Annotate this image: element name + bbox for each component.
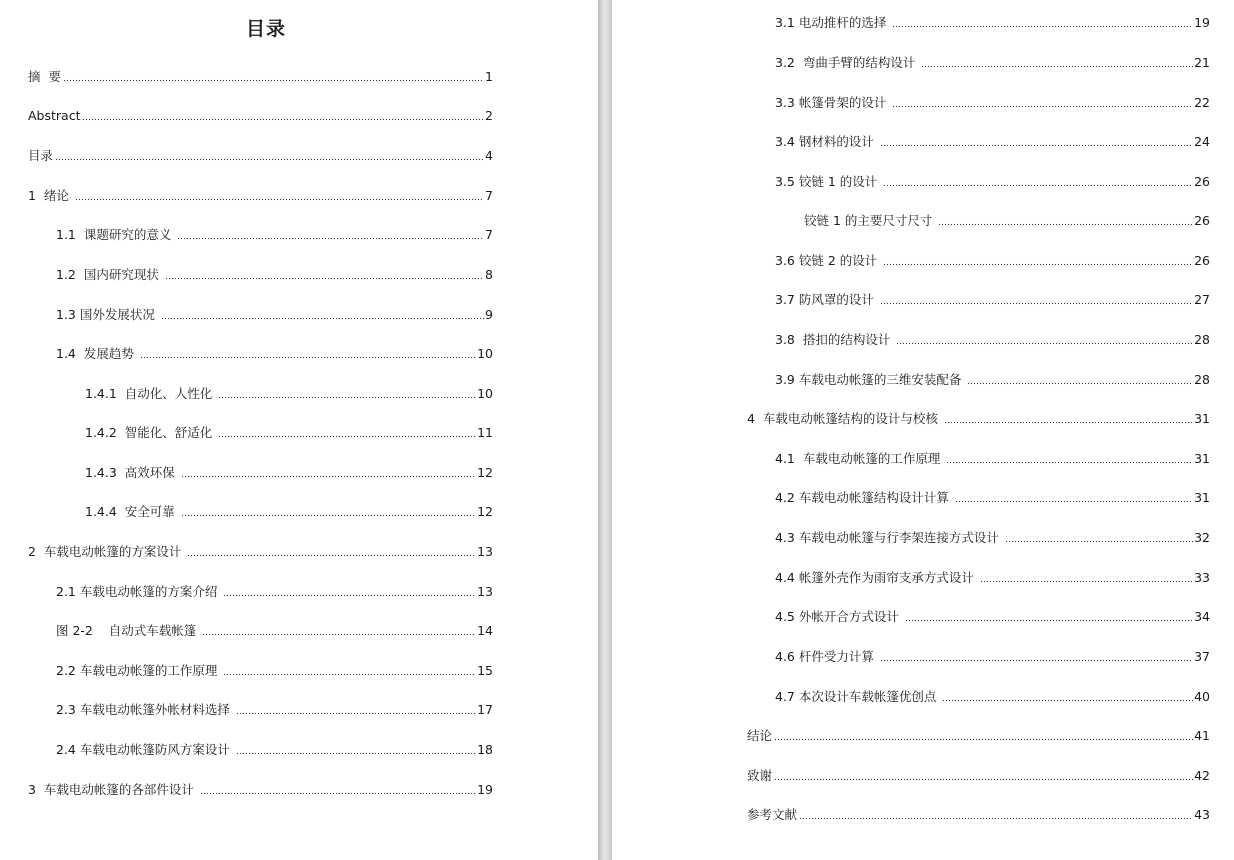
toc-entry-text: 目录 (28, 148, 54, 163)
toc-entry-text: 结论 (747, 728, 773, 743)
dot-leader (140, 356, 476, 359)
toc-entry[interactable] (775, 530, 1210, 546)
dot-leader (223, 594, 476, 597)
dot-leader (892, 105, 1193, 108)
toc-entry-page: 31 (1194, 490, 1210, 505)
toc-entry-text: 3.4 钢材料的设计 (775, 134, 878, 149)
toc-entry-page: 12 (477, 504, 493, 519)
toc-entry-text: 1.4.1 自动化、人性化 (85, 386, 217, 401)
toc-entry[interactable] (775, 292, 1210, 308)
toc-entry[interactable] (56, 307, 493, 323)
dot-leader (1005, 540, 1193, 543)
dot-leader (774, 778, 1193, 781)
toc-entry[interactable] (747, 807, 1210, 823)
toc-entry[interactable] (775, 253, 1210, 269)
toc-entry-page: 34 (1194, 609, 1210, 624)
dot-leader (63, 79, 484, 82)
toc-entry-page: 26 (1194, 253, 1210, 268)
toc-entry[interactable] (747, 411, 1210, 427)
toc-entry-text: 2 车载电动帐篷的方案设计 (28, 544, 186, 559)
toc-entry[interactable] (775, 372, 1210, 388)
toc-entry[interactable] (56, 227, 493, 243)
dot-leader (774, 738, 1193, 741)
dot-leader (187, 554, 476, 557)
dot-leader (200, 792, 476, 795)
toc-entry-page: 41 (1194, 728, 1210, 743)
toc-entry-text: 参考文献 (747, 807, 798, 822)
dot-leader (880, 144, 1193, 147)
toc-page-right (612, 0, 1234, 860)
toc-entry-page: 1 (485, 69, 493, 84)
toc-entry[interactable] (775, 649, 1210, 665)
toc-entry[interactable] (56, 663, 493, 679)
toc-list-right (612, 0, 1234, 860)
toc-entry-text: 1.4.4 安全可靠 (85, 504, 179, 519)
dot-leader (896, 342, 1193, 345)
toc-entry-page: 40 (1194, 689, 1210, 704)
toc-entry-text: 3.6 铰链 2 的设计 (775, 253, 882, 268)
dot-leader (892, 25, 1193, 28)
toc-entry-page: 2 (485, 108, 493, 123)
toc-entry[interactable] (85, 465, 493, 481)
toc-entry[interactable] (56, 267, 493, 283)
toc-entry[interactable] (747, 728, 1210, 744)
toc-entry-text: 3 车载电动帐篷的各部件设计 (28, 782, 198, 797)
toc-entry-text: 2.1 车载电动帐篷的方案介绍 (56, 584, 222, 599)
toc-title: 目录 (245, 18, 286, 40)
toc-entry[interactable] (28, 108, 493, 124)
toc-entry[interactable] (28, 544, 493, 560)
toc-entry[interactable] (56, 623, 493, 639)
toc-entry-text: 2.3 车载电动帐篷外帐材料选择 (56, 702, 234, 717)
toc-entry-page: 28 (1194, 332, 1210, 347)
dot-leader (905, 619, 1193, 622)
toc-entry[interactable] (775, 95, 1210, 111)
toc-entry-text: 4 车载电动帐篷结构的设计与校核 (747, 411, 942, 426)
toc-entry-text: 1.4.3 高效环保 (85, 465, 179, 480)
toc-entry[interactable] (56, 702, 493, 718)
toc-entry-page: 21 (1194, 55, 1210, 70)
toc-entry-text: 3.5 铰链 1 的设计 (775, 174, 882, 189)
page-divider (598, 0, 612, 860)
toc-entry[interactable] (28, 69, 493, 85)
toc-entry-page: 13 (477, 584, 493, 599)
toc-entry-page: 11 (477, 425, 493, 440)
toc-list-left (0, 0, 598, 860)
dot-leader (955, 500, 1193, 503)
toc-entry[interactable] (775, 570, 1210, 586)
toc-entry-text: 4.4 帐篷外壳作为雨帘支承方式设计 (775, 570, 978, 585)
toc-entry-page: 27 (1194, 292, 1210, 307)
toc-entry-text: 铰链 1 的主要尺寸尺寸 (804, 213, 937, 228)
dot-leader (946, 461, 1193, 464)
dot-leader (883, 184, 1193, 187)
toc-entry-page: 4 (485, 148, 493, 163)
toc-entry-page: 37 (1194, 649, 1210, 664)
toc-page-left (0, 0, 598, 860)
dot-leader (799, 817, 1193, 820)
toc-entry-page: 13 (477, 544, 493, 559)
dot-leader (223, 673, 476, 676)
toc-entry-text: 4.1 车载电动帐篷的工作原理 (775, 451, 945, 466)
toc-entry-text: 3.9 车载电动帐篷的三维安装配备 (775, 372, 966, 387)
toc-entry-text: 图 2-2 自动式车载帐篷 (56, 623, 201, 638)
toc-entry-text: 1 绪论 (28, 188, 73, 203)
toc-entry[interactable] (804, 213, 1210, 229)
dot-leader (218, 435, 476, 438)
dot-leader (161, 317, 484, 320)
toc-entry[interactable] (775, 451, 1210, 467)
toc-entry-page: 24 (1194, 134, 1210, 149)
dot-leader (181, 514, 476, 517)
dot-leader (75, 198, 484, 201)
toc-entry[interactable] (28, 148, 493, 164)
dot-leader (944, 421, 1193, 424)
toc-entry[interactable] (775, 332, 1210, 348)
dot-leader (202, 633, 476, 636)
dot-leader (880, 659, 1193, 662)
dot-leader (82, 118, 484, 121)
toc-entry-page: 28 (1194, 372, 1210, 387)
toc-entry[interactable] (56, 346, 493, 362)
dot-leader (236, 752, 476, 755)
toc-entry[interactable] (28, 188, 493, 204)
toc-entry-page: 10 (477, 346, 493, 361)
toc-entry-page: 10 (477, 386, 493, 401)
toc-entry-text: 1.3 国外发展状况 (56, 307, 159, 322)
toc-entry-text: 4.6 杆件受力计算 (775, 649, 878, 664)
toc-entry[interactable] (56, 742, 493, 758)
toc-entry-text: 2.4 车载电动帐篷防风方案设计 (56, 742, 234, 757)
toc-entry-page: 42 (1194, 768, 1210, 783)
toc-entry-page: 31 (1194, 451, 1210, 466)
toc-entry-text: 致谢 (747, 768, 773, 783)
toc-entry[interactable] (775, 174, 1210, 190)
toc-entry[interactable] (775, 609, 1210, 625)
toc-entry[interactable] (747, 768, 1210, 784)
dot-leader (218, 396, 476, 399)
toc-entry-text: 3.1 电动推杆的选择 (775, 15, 891, 30)
toc-entry-page: 7 (485, 188, 493, 203)
toc-entry-text: 3.3 帐篷骨架的设计 (775, 95, 891, 110)
toc-entry-text: 2.2 车载电动帐篷的工作原理 (56, 663, 222, 678)
toc-entry-text: Abstract (28, 108, 81, 123)
dot-leader (921, 65, 1193, 68)
dot-leader (967, 382, 1193, 385)
toc-entry-page: 19 (1194, 15, 1210, 30)
dot-leader (942, 699, 1193, 702)
toc-entry-page: 43 (1194, 807, 1210, 822)
toc-entry-page: 15 (477, 663, 493, 678)
dot-leader (938, 223, 1193, 226)
toc-entry-page: 31 (1194, 411, 1210, 426)
dot-leader (177, 237, 484, 240)
toc-entry-page: 17 (477, 702, 493, 717)
toc-entry[interactable] (85, 425, 493, 441)
dot-leader (883, 263, 1193, 266)
toc-entry-page: 33 (1194, 570, 1210, 585)
toc-entry-text: 4.5 外帐开合方式设计 (775, 609, 903, 624)
toc-entry-text: 4.2 车载电动帐篷结构设计计算 (775, 490, 953, 505)
dot-leader (181, 475, 476, 478)
toc-entry-text: 3.8 搭扣的结构设计 (775, 332, 895, 347)
dot-leader (880, 302, 1193, 305)
toc-entry-text: 4.3 车载电动帐篷与行李架连接方式设计 (775, 530, 1003, 545)
toc-entry[interactable] (775, 55, 1210, 71)
toc-entry[interactable] (28, 782, 493, 798)
toc-entry-text: 3.7 防风罩的设计 (775, 292, 878, 307)
toc-entry-text: 3.2 弯曲手臂的结构设计 (775, 55, 920, 70)
toc-entry[interactable] (56, 584, 493, 600)
toc-entry-text: 1.4 发展趋势 (56, 346, 138, 361)
toc-entry-page: 19 (477, 782, 493, 797)
toc-entry[interactable] (775, 134, 1210, 150)
toc-entry[interactable] (775, 490, 1210, 506)
toc-entry-page: 26 (1194, 174, 1210, 189)
toc-entry-page: 18 (477, 742, 493, 757)
toc-entry-text: 1.2 国内研究现状 (56, 267, 163, 282)
toc-entry-text: 1.4.2 智能化、舒适化 (85, 425, 217, 440)
toc-entry-text: 1.1 课题研究的意义 (56, 227, 176, 242)
toc-entry[interactable] (85, 386, 493, 402)
toc-entry[interactable] (775, 15, 1210, 31)
dot-leader (236, 712, 476, 715)
toc-entry-page: 22 (1194, 95, 1210, 110)
toc-entry[interactable] (775, 689, 1210, 705)
toc-entry[interactable] (85, 504, 493, 520)
toc-entry-page: 9 (485, 307, 493, 322)
toc-entry-page: 14 (477, 623, 493, 638)
toc-entry-text: 摘 要 (28, 69, 61, 84)
dot-leader (165, 277, 484, 280)
dot-leader (55, 158, 484, 161)
toc-entry-page: 7 (485, 227, 493, 242)
toc-entry-page: 32 (1194, 530, 1210, 545)
toc-entry-page: 8 (485, 267, 493, 282)
toc-entry-text: 4.7 本次设计车载帐篷优创点 (775, 689, 941, 704)
dot-leader (980, 580, 1193, 583)
toc-entry-page: 26 (1194, 213, 1210, 228)
toc-entry-page: 12 (477, 465, 493, 480)
